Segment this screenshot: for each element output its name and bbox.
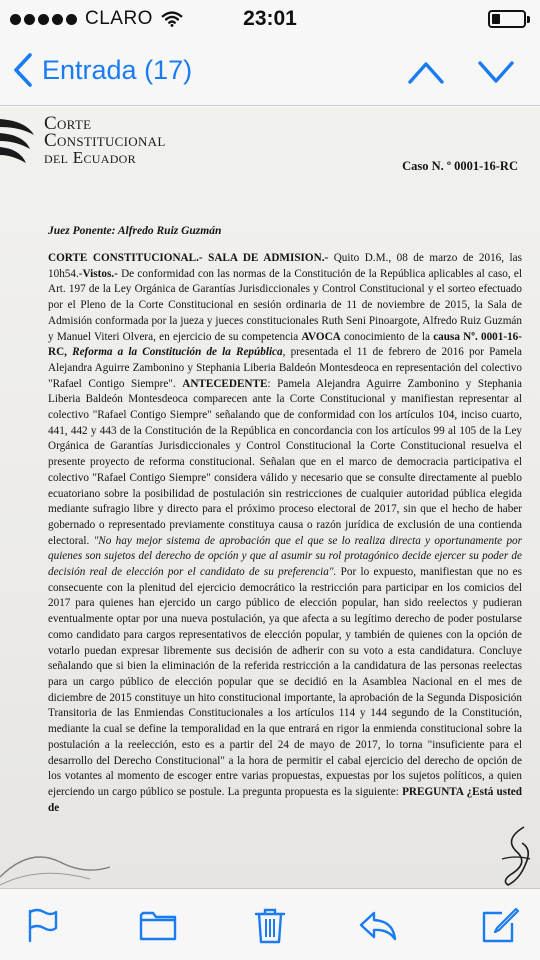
chevron-up-icon xyxy=(406,58,446,86)
court-logo-icon xyxy=(0,113,40,173)
handwritten-signature xyxy=(496,819,536,888)
text-run: PREGUNTA ¿Está usted de xyxy=(48,785,522,814)
judge-rapporteur: Juez Ponente: Alfredo Ruiz Guzmán xyxy=(48,225,222,237)
text-run: De conformidad con las normas de la Constitución de la República aplicables al caso, el Art. 197 de la Ley Orgánica de Garantías Jurisdiccionales y Control Constitucional y el sorteo efectuado por el Pleno de la Corte Constitucional en sesión ordinaria de 11 de noviembre de 2015, la Sala de Admisión conformada por la jueza y jueces constitucionales Ruth Seni Pinoargote, Alfredo Ruiz Guzmán y Manuel Viteri Olvera, en ejercicio de su competencia xyxy=(48,267,522,343)
institution-name xyxy=(44,115,166,166)
reply-icon xyxy=(358,905,398,945)
text-run: : Pamela Alejandra Aguirre Zambonino y Stephania Liberia Baldeón Montesdeoca comparecen ante la Corte Constitucional y manifiestan representar al colectivo "Rafael Contigo Siempre" señalando que de conformidad con los artículos 104, inciso cuarto, 441, 442 y 443 de la Constitución de la República en concordancia con los artículos 99 al 105 de la Ley Orgánica de Garantías Jurisdiccionales y Control Constitucional la Corte Constitucional resuelva el presente proyecto de reforma constitucional. Señalan que en el marco de democracia participativa el colectivo "Rafael Contigo Siempre" considera válido y necesario que se consulte directamente al pueblo ecuatoriano sobre la posibilidad de postulación sin restricciones de cualquier autoridad pública elegida mediante sufragio libre y directo para el próximo proceso electoral de 2017, sin que el hecho de haber gobernado o representado previamente constituya causa o razón jurídica de exclusión de una contienda electoral. xyxy=(48,377,522,547)
reply-button[interactable] xyxy=(358,905,398,945)
battery-icon xyxy=(488,10,526,28)
text-run: Vistos.- xyxy=(82,267,118,280)
folder-icon xyxy=(138,905,178,945)
message-toolbar xyxy=(0,888,540,960)
next-message-button[interactable] xyxy=(476,58,516,86)
previous-message-button[interactable] xyxy=(406,58,446,86)
compose-icon xyxy=(480,905,520,945)
ruling-paragraph xyxy=(48,251,522,816)
chevron-left-icon xyxy=(12,52,34,88)
text-run: conocimiento de la xyxy=(340,330,434,343)
institution-line: Corte xyxy=(44,113,92,134)
text-run: AVOCA xyxy=(301,330,341,343)
move-to-folder-button[interactable] xyxy=(138,905,178,945)
document-page xyxy=(0,107,540,888)
text-run: causa Nº. 0001-16-RC, xyxy=(48,330,522,359)
nav-bar xyxy=(0,38,540,106)
flag-icon xyxy=(22,905,62,945)
attachment-viewer[interactable] xyxy=(0,107,540,888)
text-run: Quito D.M., 08 de marzo de 2016, las 10h54.- xyxy=(48,252,522,280)
text-run: Reforma a la Constitución de la República xyxy=(72,346,283,359)
text-run: Por lo expuesto, manifiestan que no es consecuente con la plenitud del ejercicio democrático la restricción para participar en los comicios del 2017 para quienes han ejercido un cargo público de elección popular, han sido reelectos y pudieran eventualmente optar por una nueva postulación, ya que afecta a su legítimo derecho de poder postularse como candidato para cargos representativos de elección popular, y también de quienes con la opción de votarlo puedan expresar libremente sus decisión de adherir con su voto a esta candidatura. Concluye señalando que si bien la eliminación de la referida restricción a la candidatura de las personas reelectas para un cargo público de elección popular que se decidió en la Asamblea Nacional en el mes de diciembre de 2015 constituye un hito constitucional importante, la aprobación de la Segunda Disposición Transitoria de las Enmiendas Constitucionales a los artículos 114 y 144 segundo de la Constitución, mediante la cual se define la temporalidad en la que entrará en rigor la enmienda constitucional sobre la postulación a la reelección, esto es a partir del 24 de mayo de 2017, lo torna "insuficiente para el desarrollo del Derecho Constitucional" a la hora de permitir el cabal ejercicio del derecho de opción de los votantes al momento de escoger entre varias propuestas, expuestas por los sujetos políticos, a quien ejerciendo un cargo público se postule. La pregunta propuesta es la siguiente: xyxy=(48,566,522,798)
institution-line: Constitucional xyxy=(44,130,166,151)
clock: 23:01 xyxy=(243,7,297,30)
page-stain xyxy=(0,807,120,888)
carrier-name: CLARO xyxy=(85,8,153,29)
compose-button[interactable] xyxy=(480,905,520,945)
text-run: "No hay mejor sistema de aprobación que el que se lo realiza directa y oportunamente por quienes son sujetos del derecho de opción y que al asumir su rol protagónico decide ejercer su poder de decisión real de elección por el candidato de su preferencia". xyxy=(48,534,522,579)
text-run: CORTE CONSTITUCIONAL.- SALA DE ADMISION.- xyxy=(48,252,329,264)
institution-line: del Ecuador xyxy=(44,148,136,167)
status-bar xyxy=(0,0,540,38)
trash-icon xyxy=(250,905,290,945)
flag-button[interactable] xyxy=(22,905,62,945)
text-run: ANTECEDENTE xyxy=(182,377,268,390)
back-button-label: Entrada (17) xyxy=(42,54,193,85)
chevron-down-icon xyxy=(476,58,516,86)
trash-button[interactable] xyxy=(250,905,290,945)
back-button[interactable] xyxy=(12,52,192,88)
text-run: , presentada el 11 de febrero de 2016 por Pamela Alejandra Aguirre Zambonino y Stephania Liberia Baldeón Montesdeoca en representación del colectivo "Rafael Contigo Siempre". xyxy=(48,346,523,390)
case-number: Caso N. º 0001-16-RC xyxy=(402,159,518,173)
